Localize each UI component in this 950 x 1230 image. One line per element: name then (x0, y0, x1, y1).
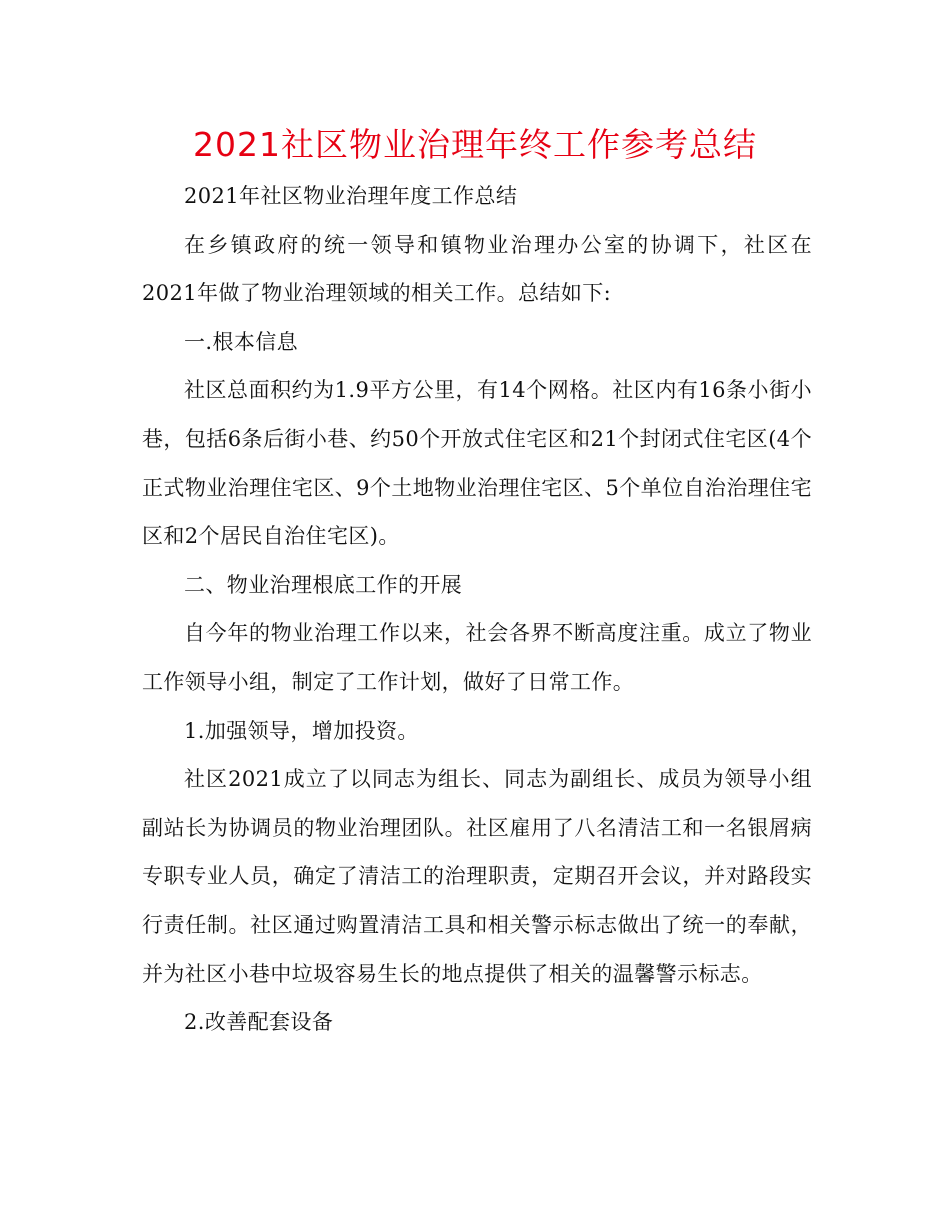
document-body (142, 172, 812, 1047)
subheading-facilities: 2.改善配套设备 (184, 1010, 334, 1035)
section-heading-basic-info: 一.根本信息 (184, 329, 299, 354)
paragraph-leadership: 社区2021成立了以同志为组长、同志为副组长、成员为领导小组副站长为协调员的物业治理团队。社区雇用了八名清洁工和一名银屑病专职专业人员，确定了清洁工的治理职责，定期召开会议，并对路段实行责任制。社区通过购置清洁工具和相关警示标志做出了统一的奉献，并为社区小巷中垃圾容易生长的地点提供了相关的温馨警示标志。 (142, 767, 812, 986)
paragraph-subtitle: 2021年社区物业治理年度工作总结 (184, 184, 518, 208)
document-title: 2021社区物业治理年终工作参考总结 (193, 125, 757, 164)
paragraph-intro: 在乡镇政府的统一领导和镇物业治理办公室的协调下，社区在2021年做了物业治理领域的相关工作。总结如下: (142, 232, 812, 306)
subheading-leadership: 1.加强领导，增加投资。 (184, 718, 419, 743)
paragraph-basic-info: 社区总面积约为1.9平方公里，有14个网格。社区内有16条小街小巷，包括6条后街小巷、约50个开放式住宅区和21个封闭式住宅区(4个正式物业治理住宅区、9个土地物业治理住宅区、5个单位自治治理住宅区和2个居民自治住宅区)。 (142, 378, 812, 549)
paragraph-foundation-work: 自今年的物业治理工作以来，社会各界不断高度注重。成立了物业工作领导小组，制定了工作计划，做好了日常工作。 (142, 621, 812, 694)
section-heading-foundation-work: 二、物业治理根底工作的开展 (184, 572, 463, 597)
